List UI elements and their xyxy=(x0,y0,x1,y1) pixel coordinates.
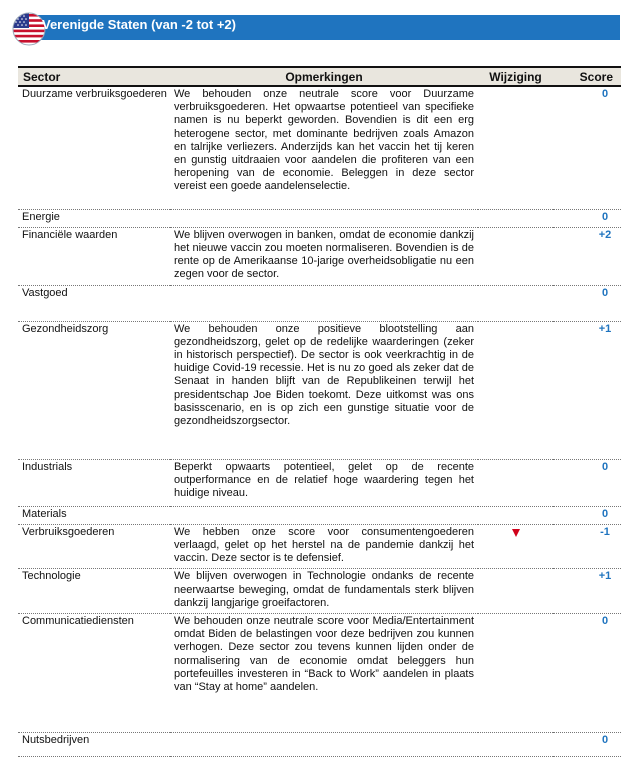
change-indicator xyxy=(478,86,553,209)
sector-name: Energie xyxy=(18,209,170,227)
sector-remark xyxy=(170,732,478,756)
sector-remark: We behouden onze neutrale score voor Media/Entertainment omdat Biden de belastingen voor deze bedrijven zou kunnen verhogen. Deze sector zou tevens kunnen lijden onder de normalisering van de economie omdat beleggers hun portefeuilles investeren in “Back to Work” aandelen in plaats van “Stay at home” aandelen. xyxy=(170,613,478,732)
change-indicator xyxy=(478,209,553,227)
sector-remark: We blijven overwogen in banken, omdat de economie dankzij het nieuwe vaccin zou moeten normaliseren. Bovendien is de rente op de Amerikaanse 10-jarige overheidsobligatie nu een zegen voor de sector. xyxy=(170,227,478,285)
sector-remark xyxy=(170,506,478,524)
sector-score: +2 xyxy=(553,227,621,285)
sector-score: +1 xyxy=(553,321,621,459)
table-row xyxy=(18,209,621,227)
arrow-down-icon xyxy=(512,529,520,537)
sector-name: Materials xyxy=(18,506,170,524)
table-row xyxy=(18,227,621,285)
sector-remark: We hebben onze score voor consumentengoederen verlaagd, gelet op het herstel na de pandemie dankzij het vaccin. Deze sector is te defensief. xyxy=(170,524,478,569)
table-row xyxy=(18,613,621,732)
sector-score: 0 xyxy=(553,732,621,756)
sector-score: +1 xyxy=(553,569,621,614)
sector-name: Gezondheidszorg xyxy=(18,321,170,459)
sector-name: Nutsbedrijven xyxy=(18,732,170,756)
table-row xyxy=(18,86,621,209)
table-row xyxy=(18,459,621,506)
table-row xyxy=(18,506,621,524)
sector-remark: We behouden onze neutrale score voor Duurzame verbruiksgoederen. Het opwaartse potentieel van specifieke namen is nu beperkt geworden. Bovendien is dit een erg heterogene sector, met dominante bedrijven zoals Amazon en talrijke verliezers. Anderzijds kan het vaccin het tij keren en gunstig uitdraaien voor aandelen die profiteren van een heropening van de economie. Beleggen in deze sector vereist een goede aandelenselectie. xyxy=(170,86,478,209)
sector-score: 0 xyxy=(553,209,621,227)
page-header xyxy=(12,12,620,42)
sector-remark: We blijven overwogen in Technologie ondanks de recente neerwaartse beweging, omdat de fundamentals sterk blijven dankzij langjarige groeifactoren. xyxy=(170,569,478,614)
change-indicator xyxy=(478,613,553,732)
change-indicator xyxy=(478,524,553,569)
change-indicator xyxy=(478,227,553,285)
sector-name: Duurzame verbruiksgoederen xyxy=(18,86,170,209)
page-title: Verenigde Staten (van -2 tot +2) xyxy=(42,17,236,32)
sector-score: 0 xyxy=(553,459,621,506)
sector-table xyxy=(18,66,621,757)
sector-score: 0 xyxy=(553,613,621,732)
change-indicator xyxy=(478,321,553,459)
us-flag-icon xyxy=(12,12,46,46)
sector-score: 0 xyxy=(553,506,621,524)
sector-name: Communicatiediensten xyxy=(18,613,170,732)
sector-remark: Beperkt opwaarts potentieel, gelet op de recente outperformance en de relatief hoge waardering tegen het huidige niveau. xyxy=(170,459,478,506)
column-header-opmerkingen: Opmerkingen xyxy=(170,67,478,86)
sector-name: Technologie xyxy=(18,569,170,614)
sector-score: 0 xyxy=(553,86,621,209)
table-row xyxy=(18,524,621,569)
table-row xyxy=(18,321,621,459)
sector-name: Financiële waarden xyxy=(18,227,170,285)
sector-remark xyxy=(170,285,478,321)
change-indicator xyxy=(478,732,553,756)
change-indicator xyxy=(478,569,553,614)
change-indicator xyxy=(478,459,553,506)
table-row xyxy=(18,732,621,756)
sector-name: Verbruiksgoederen xyxy=(18,524,170,569)
column-header-sector: Sector xyxy=(18,67,170,86)
sector-score: -1 xyxy=(553,524,621,569)
sector-name: Industrials xyxy=(18,459,170,506)
change-indicator xyxy=(478,506,553,524)
sector-remark: We behouden onze positieve blootstelling aan gezondheidszorg, gelet op de redelijke waarderingen (zeker in historisch perspectief). De sector is ook veerkrachtig in de huidige Covid-19 recessie. Het is nu zo goed als zeker dat de Senaat in handen blijft van de Republikeinen terwijl het presidentschap Joe Biden toekomt. Deze uitkomst was ons basisscenario, en is op zich een gunstige situatie voor de gezondheidszorgsector. xyxy=(170,321,478,459)
sector-remark xyxy=(170,209,478,227)
table-row xyxy=(18,285,621,321)
change-indicator xyxy=(478,285,553,321)
column-header-score: Score xyxy=(553,67,621,86)
sector-score: 0 xyxy=(553,285,621,321)
table-row xyxy=(18,569,621,614)
sector-name: Vastgoed xyxy=(18,285,170,321)
column-header-wijziging: Wijziging xyxy=(478,67,553,86)
table-header-row xyxy=(18,67,621,86)
